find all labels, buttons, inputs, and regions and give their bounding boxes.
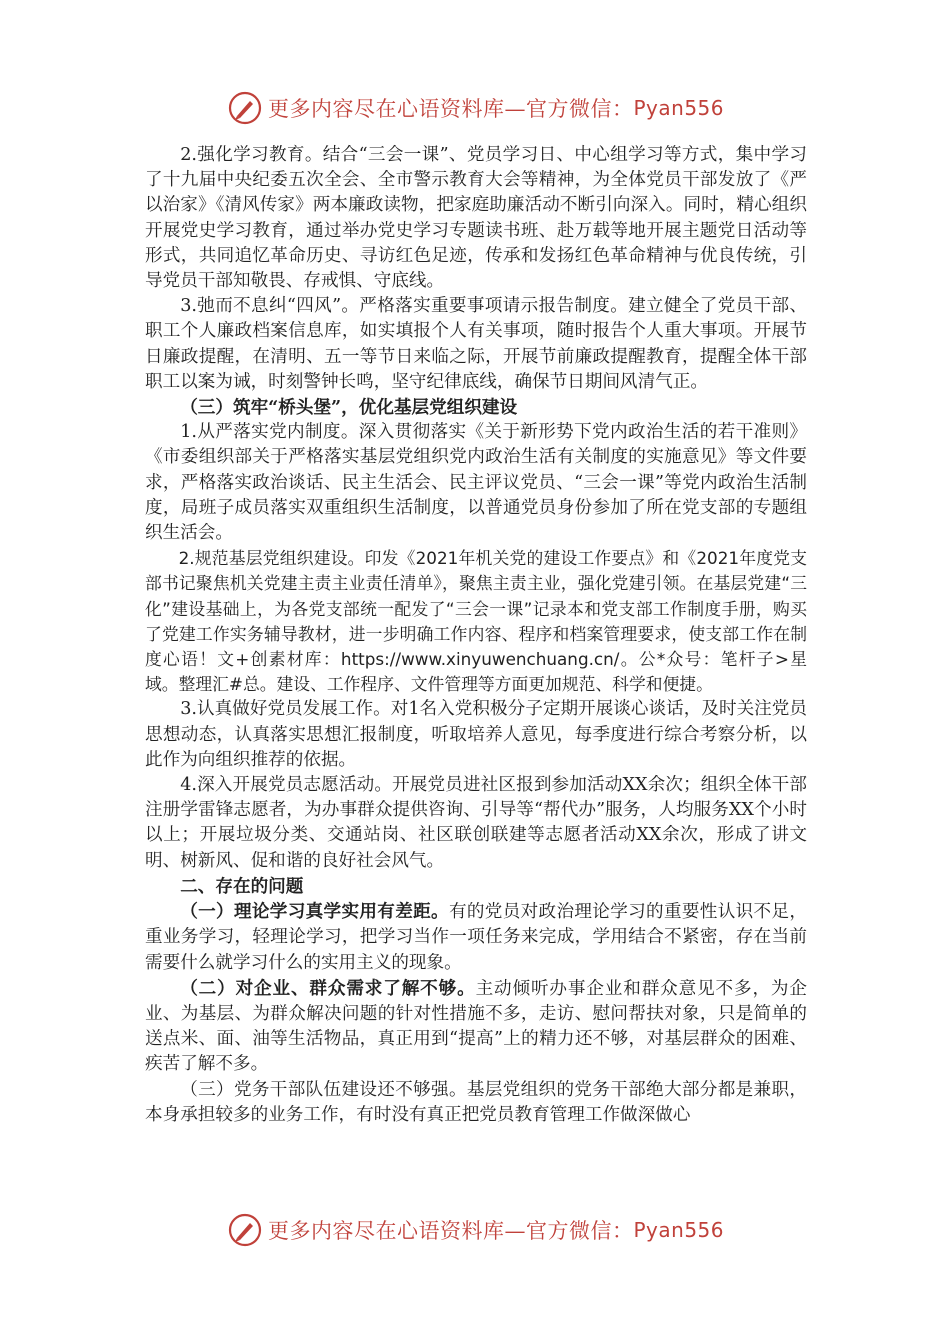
header-banner <box>228 88 728 128</box>
paragraph-lead: （二）对企业、群众需求了解不够。 <box>180 977 476 999</box>
paragraph-rest: 主动倾听办事企业和群众意见不多，为企业、为基层、为群众解决问题的针对性措施不多，走访、慰问帮扶对象，只是简单的送点米、面、油等生活物品，真正用到“提高”上的精力还不够，对基层群众的困难、疾苦了解不多。 <box>145 978 807 1075</box>
paragraph <box>145 976 807 1078</box>
banner-text: 更多内容尽在心语资料库—官方微信： <box>268 97 634 121</box>
paragraph: 2.规范基层党组织建设。印发《2021年机关党的建设工作要点》和《2021年度党支部书记聚焦机关党建主责主业责任清单》，聚焦主责主业，强化党建引领。在基层党建“三化”建设基础上，为各党支部统一配发了“三会一课”记录本和党支部工作制度手册，购买了党建工作实务辅导教材，进一步明确工作内容、程序和档案管理要求，使支部工作在制度心语！文+创素材库：https://www.xinyuwenchuang.cn/。公*众号：笔杆子>星域。整理汇#总。建设、工作程序、文件管理等方面更加规范、科学和便捷。 <box>145 548 807 695</box>
paragraph: 3.弛而不息纠“四风”。严格落实重要事项请示报告制度。建立健全了党员干部、职工个人廉政档案信息库，如实填报个人有关事项，随时报告个人重大事项。开展节日廉政提醒，在清明、五一等节日来临之际，开展节前廉政提醒教育，提醒全体干部职工以案为诫，时刻警钟长鸣，坚守纪律底线，确保节日期间风清气正。 <box>145 296 807 392</box>
subsection-heading: （三）筑牢“桥头堡”，优化基层党组织建设 <box>180 397 518 419</box>
paragraph: 1.从严落实党内制度。深入贯彻落实《关于新形势下党内政治生活的若干准则》《市委组织部关于严格落实基层党组织党内政治生活有关制度的实施意见》等文件要求，严格落实政治谈话、民主生活会、民主评议党员、“三会一课”等党内政治生活制度，局班子成员落实双重组织生活制度，以普通党员身份参加了所在党支部的专题组织生活会。 <box>145 422 807 544</box>
pen-logo-icon <box>228 91 262 125</box>
banner-wechat-id: Pyan556 <box>633 96 725 120</box>
paragraph <box>145 899 807 976</box>
pen-logo-icon <box>228 1213 262 1247</box>
paragraph-lead: （一）理论学习真学实用有差距。 <box>180 901 449 923</box>
section-heading: 二、存在的问题 <box>180 875 304 897</box>
document-body <box>145 143 807 1128</box>
banner-text: 更多内容尽在心语资料库—官方微信： <box>268 1219 634 1243</box>
paragraph: 2.强化学习教育。结合“三会一课”、党员学习日、中心组学习等方式，集中学习了十九届中央纪委五次全会、全市警示教育大会等精神，为全体党员干部发放了《严以治家》《清风传家》两本廉政读物，把家庭助廉活动不断引向深入。同时，精心组织开展党史学习教育，通过举办党史学习专题读书班、赴万载等地开展主题党日活动等形式，共同追忆革命历史、寻访红色足迹，传承和发扬红色革命精神与优良传统，引导党员干部知敬畏、存戒惧、守底线。 <box>145 145 807 292</box>
paragraph: 4.深入开展党员志愿活动。开展党员进社区报到参加活动XX余次；组织全体干部注册学雷锋志愿者，为办事群众提供咨询、引导等“帮代办”服务，人均服务XX个小时以上；开展垃圾分类、交通站岗、社区联创联建等志愿者活动XX余次，形成了讲文明、树新风、促和谐的良好社会风气。 <box>145 775 807 871</box>
footer-banner <box>228 1210 728 1250</box>
paragraph: 3.认真做好党员发展工作。对1名入党积极分子定期开展谈心谈话，及时关注党员思想动态，认真落实思想汇报制度，听取培养人意见，每季度进行综合考察分析，以此作为向组织推荐的依据。 <box>145 699 807 770</box>
paragraph-rest: 有的党员对政治理论学习的重要性认识不足，重业务学习，轻理论学习，把学习当作一项任务来完成，学用结合不紧密，存在当前需要什么就学习什么的实用主义的现象。 <box>145 902 807 973</box>
banner-wechat-id: Pyan556 <box>633 1218 725 1242</box>
paragraph: （三）党务干部队伍建设还不够强。基层党组织的党务干部绝大部分都是兼职，本身承担较多的业务工作，有时没有真正把党员教育管理工作做深做心 <box>145 1079 807 1125</box>
